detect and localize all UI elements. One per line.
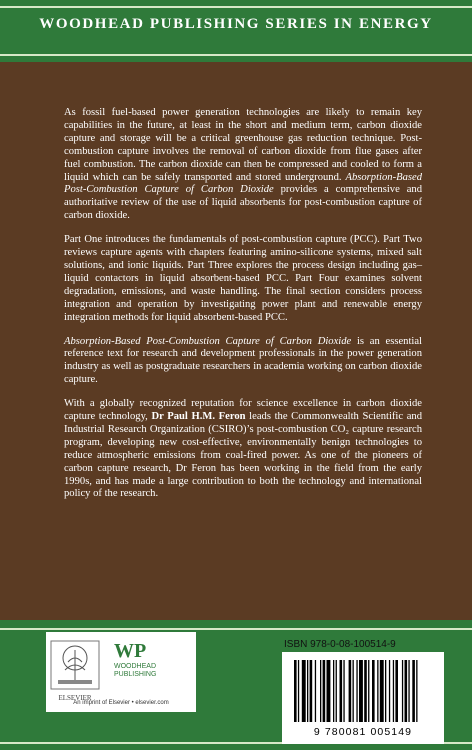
- barcode-bar: [315, 660, 316, 722]
- banner-rule-bottom: [0, 54, 472, 56]
- wp-line-1: WOODHEAD: [114, 663, 156, 670]
- barcode-bar: [349, 660, 352, 722]
- description: [64, 107, 422, 512]
- barcode-bar: [377, 660, 378, 722]
- barcode-bar: [395, 660, 398, 722]
- series-title: WOODHEAD PUBLISHING SERIES IN ENERGY: [39, 16, 433, 32]
- barcode-bar: [310, 660, 313, 722]
- author-name: Dr Paul H.M. Feron: [151, 411, 246, 423]
- barcode-bar: [294, 660, 297, 722]
- barcode-bar: [298, 660, 299, 722]
- paragraph-1-text-b: provides a comprehensive and authoritative review of the use of liquid absorbents for post-combustion capture of carbon dioxide.: [64, 184, 422, 222]
- imprint-line: An imprint of Elsevier • elsevier.com: [73, 700, 169, 706]
- barcode-bar: [353, 660, 354, 722]
- barcode-bar: [372, 660, 375, 722]
- wp-mark: WP: [114, 640, 147, 662]
- book-title: Absorption-Based Post-Combustion Capture of Carbon Dioxide: [64, 171, 422, 196]
- barcode-bar: [405, 660, 408, 722]
- barcode-bar: [327, 660, 331, 722]
- paragraph-4: [64, 398, 422, 501]
- barcode-bar: [320, 660, 321, 722]
- barcode-bar: [380, 660, 384, 722]
- book-title-2: Absorption-Based Post-Combustion Capture of Carbon Dioxide: [64, 335, 352, 347]
- barcode-bar: [359, 660, 363, 722]
- paragraph-1: [64, 107, 422, 223]
- paragraph-1-text-a: As fossil fuel-based power generation technologies are likely to remain key capabilities in the future, at least in the short and medium term, carbon dioxide capture and storage will be a critical greenhouse gas reduction technique. Post-combustion capture involves the removal of carbon dioxide from flue gases after fuel combustion. The carbon dioxide can then be compressed and cooled to form a liquid which can be safely transported and stored underground.: [64, 107, 422, 183]
- barcode-bar: [323, 660, 326, 722]
- barcode-bar: [307, 660, 308, 722]
- wp-line-2: PUBLISHING: [114, 671, 157, 678]
- barcode-bar: [333, 660, 334, 722]
- footer-rule-top: [0, 628, 472, 630]
- barcode-bar: [416, 660, 417, 722]
- barcode-graphic: [282, 652, 444, 726]
- barcode-bar: [340, 660, 343, 722]
- barcode-bar: [393, 660, 394, 722]
- barcode-bar: [402, 660, 403, 722]
- elsevier-label: ELSEVIER: [58, 694, 92, 702]
- barcode-bar: [385, 660, 386, 722]
- barcode-bar: [343, 660, 344, 722]
- isbn-label: ISBN 978-0-08-100514-9: [284, 639, 396, 650]
- barcode-number: 9 780081 005149: [313, 726, 413, 738]
- paragraph-3-text: is an essential reference text for research and development professionals in the power generation industry as well as postgraduate researchers in academia working on carbon dioxide capture.: [64, 335, 422, 386]
- barcode-bar: [389, 660, 390, 722]
- barcode-bar: [412, 660, 415, 722]
- paragraph-4-text-a: With a globally recognized reputation for science excellence in carbon dioxide capture technology,: [64, 398, 422, 423]
- barcode-bar: [364, 660, 367, 722]
- paragraph-4-text-b: leads the Commonwealth Scientific and Industrial Research Organization (CSIRO)’s post-combustion CO₂ capture research program, developing new cost-effective, environmentally benign technologies to reduce atmospheric emissions from coal-fired power. As one of the pioneers of carbon capture research, Dr Feron has been working in the field from the early 1990s, and has made a large contribution to both the technology and international policy of the research.: [64, 411, 422, 500]
- paragraph-2: Part One introduces the fundamentals of post-combustion capture (PCC). Part Two reviews capture agents with chapters featuring amino-silicone systems, mixed salt solutions, and ionic liquids. Part Three explores the process design including gas–liquid contactors in liquid absorbent-based PCC. Part Four examines solvent degradation, emissions, and waste handling. The final section considers process integration and operation by investigating power plant and renewable energy integration methods for liquid absorbent-based PCC.: [64, 234, 422, 323]
- barcode-bar: [302, 660, 306, 722]
- series-banner: [0, 0, 472, 62]
- barcode-bar: [368, 660, 369, 722]
- woodhead-publishing-logo: [114, 640, 192, 690]
- barcode-bar: [356, 660, 357, 722]
- barcode-bar: [408, 660, 409, 722]
- paragraph-3: [64, 336, 422, 388]
- banner-rule-top: [0, 6, 472, 8]
- barcode-bar: [336, 660, 337, 722]
